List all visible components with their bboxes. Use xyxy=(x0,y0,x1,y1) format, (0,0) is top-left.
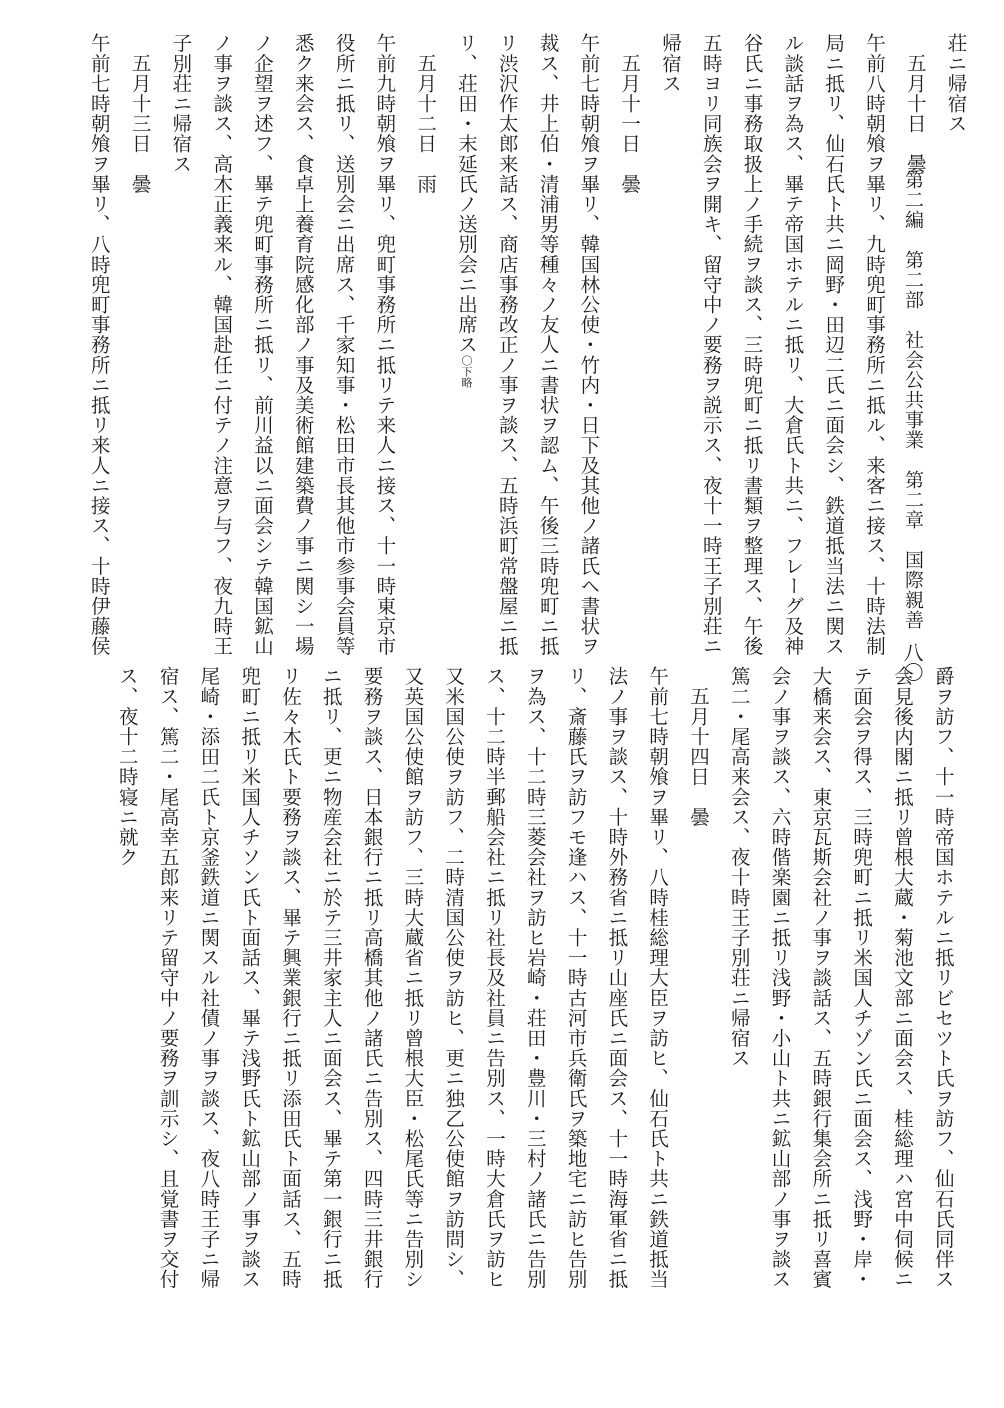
text-line: 要務ヲ談ス、日本銀行ニ抵リ高橋其他ノ諸氏ニ告別ス、四時三井銀行 xyxy=(360,666,384,1290)
text-line: 五月十二日 雨 xyxy=(414,52,438,194)
text-line: ス、夜十二時寝ニ就ク xyxy=(115,666,139,867)
text-line: 尾崎・添田二氏ト京釜鉄道ニ関スル社債ノ事ヲ談ス、夜八時王子ニ帰 xyxy=(197,666,221,1290)
page-number: 八〇 xyxy=(900,642,924,682)
text-line: 会ノ事ヲ談ス、六時偕楽園ニ抵リ浅野・小山ト共ニ鉱山部ノ事ヲ談ス xyxy=(768,666,792,1290)
omission-note: 〇下略 xyxy=(459,354,473,388)
text-line: 爵ヲ訪フ、十一時帝国ホテルニ抵リビセツト氏ヲ訪フ、仙石氏同伴ス xyxy=(931,666,955,1290)
text-line: 五月十日 曇 xyxy=(903,52,927,174)
text-line: 大橋来会ス、東京瓦斯会社ノ事ヲ談話ス、五時銀行集会所ニ抵リ喜賓 xyxy=(809,666,833,1290)
text-line: 裁ス、井上伯・清浦男等種々ノ友人ニ書状ヲ認ム、午後三時兜町ニ抵 xyxy=(536,33,560,657)
diary-text-lower xyxy=(106,666,963,1290)
text-line: 又英国公使館ヲ訪フ、三時大蔵省ニ抵リ曾根大臣・松尾氏等ニ告別シ xyxy=(401,666,425,1290)
text-line: 篤二・尾高来会ス、夜十時王子別荘ニ帰宿ス xyxy=(727,666,751,1068)
text-line: ス、十二時半郵船会社ニ抵リ社長及社員ニ告別ス、一時大倉氏ヲ訪ヒ xyxy=(482,666,506,1290)
text-line: 兜町ニ抵リ米国人チソン氏ト面話ス、畢テ浅野氏ト鉱山部ノ事ヲ談ス xyxy=(238,666,262,1290)
text-line: 悉ク来会ス、食卓上養育院感化部ノ事及美術館建築費ノ事ニ関シ一場 xyxy=(291,33,315,657)
text-line: 五月十三日 曇 xyxy=(128,52,152,194)
text-line: 会見後内閣ニ抵リ曾根大蔵・菊池文部ニ面会ス、桂総理ハ宮中伺候ニ xyxy=(890,666,914,1290)
text-line: リ、荘田・末延氏ノ送別会ニ出席ス〇下略 xyxy=(454,33,478,388)
text-line: ル談話ヲ為ス、畢テ帝国ホテルニ抵リ、大倉氏ト共ニ、フレーグ及神 xyxy=(781,33,805,657)
diary-text-upper xyxy=(78,33,976,657)
text-line: 午前七時朝飧ヲ畢リ、八時兜町事務所ニ抵リ来人ニ接ス、十時伊藤侯 xyxy=(87,33,111,657)
text-line: 午前九時朝飧ヲ畢リ、兜町事務所ニ抵リテ来人ニ接ス、十一時東京市 xyxy=(373,33,397,657)
text-line: 役所ニ抵リ、送別会ニ出席ス、千家知事・松田市長其他市参事会員等 xyxy=(332,33,356,657)
text-line: 午前七時朝飧ヲ畢リ、八時桂総理大臣ヲ訪ヒ、仙石氏ト共ニ鉄道抵当 xyxy=(646,666,670,1290)
text-line: 荘ニ帰宿ス xyxy=(944,33,968,134)
text-line: 午前八時朝飧ヲ畢リ、九時兜町事務所ニ抵ル、来客ニ接ス、十時法制 xyxy=(862,33,886,657)
text-line: 帰宿ス xyxy=(658,33,682,94)
text-line: ヲ為ス、十二時三菱会社ヲ訪ヒ岩崎・荘田・豊川・三村ノ諸氏ニ告別 xyxy=(523,666,547,1290)
text-line: 五時ヨリ同族会ヲ開キ、留守中ノ要務ヲ説示ス、夜十一時王子別荘ニ xyxy=(699,33,723,657)
text-line: リ、斎藤氏ヲ訪フモ逢ハス、十一時古河市兵衛氏ヲ築地宅ニ訪ヒ告別 xyxy=(564,666,588,1290)
text-line: ニ抵リ、更ニ物産会社ニ於テ三井家主人ニ面会ス、畢テ第一銀行ニ抵 xyxy=(319,666,343,1290)
text-line: テ面会ヲ得ス、三時兜町ニ抵リ米国人チゾン氏ニ面会ス、浅野・岸・ xyxy=(850,666,874,1290)
text-line: 局ニ抵リ、仙石氏ト共ニ岡野・田辺二氏ニ面会シ、鉄道抵当法ニ関ス xyxy=(822,33,846,657)
text-line: ノ事ヲ談ス、高木正義来ル、韓国赴任ニ付テノ注意ヲ与フ、夜九時王 xyxy=(210,33,234,657)
text-line: リ佐々木氏ト要務ヲ談ス、畢テ興業銀行ニ抵リ添田氏ト面話ス、五時 xyxy=(278,666,302,1290)
text-line: 五月十一日 曇 xyxy=(618,52,642,194)
text-line: 谷氏ニ事務取扱上ノ手続ヲ談ス、三時兜町ニ抵リ書類ヲ整理ス、午後 xyxy=(740,33,764,657)
text-line: 又米国公使ヲ訪フ、二時清国公使ヲ訪ヒ、更ニ独乙公使館ヲ訪問シ、 xyxy=(442,666,466,1290)
text-line: ノ企望ヲ述フ、畢テ兜町事務所ニ抵リ、前川益以ニ面会シテ韓国鉱山 xyxy=(250,33,274,657)
text-line: 法ノ事ヲ談ス、十時外務省ニ抵リ山座氏ニ面会ス、十一時海軍省ニ抵 xyxy=(605,666,629,1290)
text-line: 宿ス、篤二・尾高幸五郎来リテ留守中ノ要務ヲ訓示シ、且覚書ヲ交付 xyxy=(156,666,180,1290)
text-line: 午前七時朝飧ヲ畢リ、韓国林公使・竹内・日下及其他ノ諸氏ヘ書状ヲ xyxy=(577,33,601,657)
text-line: 五月十四日 曇 xyxy=(686,685,710,827)
text-line: 子別荘ニ帰宿ス xyxy=(169,33,193,174)
text-line: リ渋沢作太郎来話ス、商店事務改正ノ事ヲ談ス、五時浜町常盤屋ニ抵 xyxy=(495,33,519,657)
running-header: 第二編 第二部 社会公共事業 第二章 国際親善 xyxy=(902,170,924,630)
